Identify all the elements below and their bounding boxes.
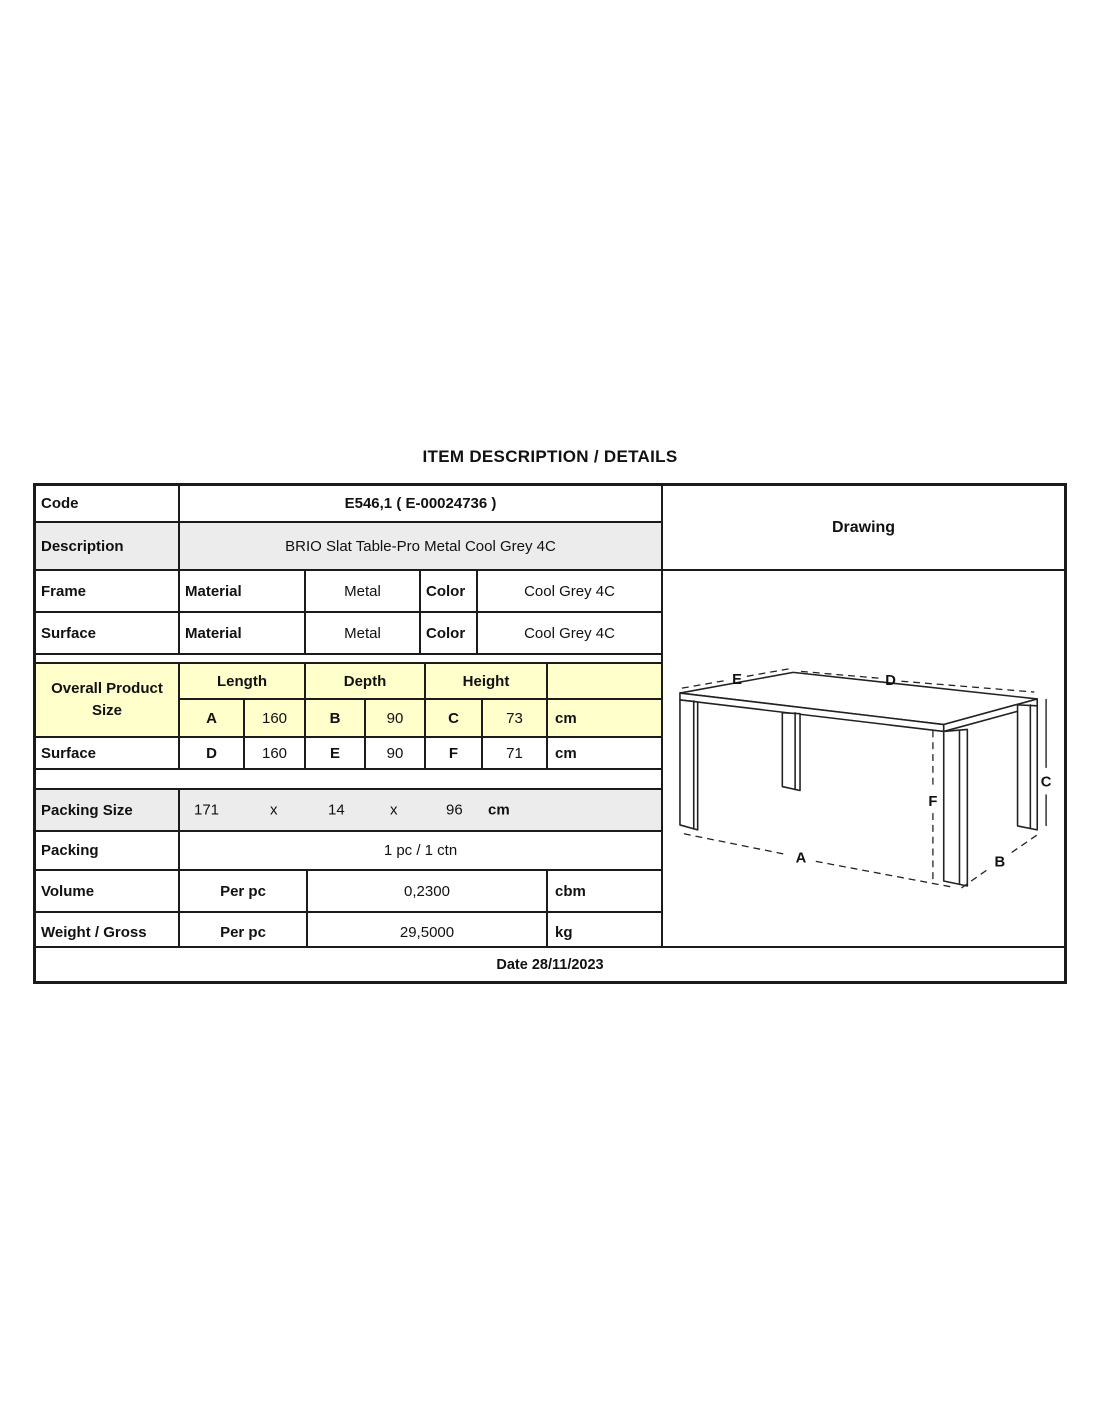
packing-size-row — [36, 790, 661, 832]
frame-row — [36, 571, 661, 613]
frame-material-value: Metal — [306, 571, 421, 611]
frame-color-label: Color — [421, 571, 478, 611]
surface-label: Surface — [36, 613, 180, 653]
drawing-label-a: A — [795, 850, 807, 867]
surface-material-label: Material — [180, 613, 306, 653]
code-label: Code — [36, 486, 180, 521]
overall-size-values — [180, 700, 661, 736]
weight-per-pc: Per pc — [180, 913, 308, 952]
packing-size-height: 96 — [446, 801, 463, 819]
surface-material-value: Metal — [306, 613, 421, 653]
dim-c-value: 73 — [483, 700, 548, 736]
dim-e-value: 90 — [366, 738, 426, 768]
dim-line-a2 — [816, 861, 952, 887]
drawing-label-c: C — [1040, 774, 1052, 791]
height-header: Height — [426, 664, 548, 698]
details-left-section — [36, 486, 661, 952]
overall-unit: cm — [548, 700, 661, 736]
dim-b-value: 90 — [366, 700, 426, 736]
overall-size-headers — [180, 664, 661, 700]
drawing-header: Drawing — [663, 486, 1064, 571]
surface-size-label: Surface — [36, 738, 180, 768]
volume-value: 0,2300 — [308, 871, 548, 911]
back-right-leg — [1018, 705, 1038, 830]
packing-label: Packing — [36, 832, 180, 869]
surface-color-label: Color — [421, 613, 478, 653]
frame-color-value: Cool Grey 4C — [524, 582, 615, 600]
packing-row — [36, 832, 661, 871]
dim-c-label: C — [426, 700, 483, 736]
description-value: BRIO Slat Table-Pro Metal Cool Grey 4C — [180, 523, 661, 569]
frame-material-label: Material — [180, 571, 306, 611]
overall-size-block — [36, 664, 661, 738]
packing-size-x1: x — [270, 801, 278, 819]
volume-per-pc: Per pc — [180, 871, 308, 911]
drawing-label-f: F — [928, 794, 938, 811]
frame-label: Frame — [36, 571, 180, 611]
drawing-label-d: D — [885, 673, 896, 690]
packing-value: 1 pc / 1 ctn — [383, 842, 458, 859]
volume-row — [36, 871, 661, 913]
dim-f-value: 71 — [483, 738, 548, 768]
description-label: Description — [36, 523, 180, 569]
surface-row — [36, 613, 661, 655]
dim-d-label: D — [180, 738, 245, 768]
drawing-label-b: B — [994, 854, 1006, 871]
surface-size-row — [36, 738, 661, 770]
section-gap — [36, 655, 661, 664]
surface-color-value: Cool Grey 4C — [524, 624, 615, 642]
code-value: E546,1 ( E-00024736 ) — [344, 495, 497, 512]
dim-b-label: B — [306, 700, 366, 736]
volume-label: Volume — [36, 871, 180, 911]
header-empty-cell — [548, 664, 661, 698]
overall-size-grid — [180, 664, 661, 736]
volume-unit: cbm — [555, 882, 586, 900]
date-row — [36, 946, 1064, 981]
drawing-panel — [661, 486, 1064, 946]
section-gap — [36, 770, 661, 790]
weight-value: 29,5000 — [308, 913, 548, 952]
packing-size-x2: x — [390, 801, 398, 819]
surface-size-unit: cm — [555, 744, 577, 762]
item-details-table — [33, 483, 1067, 984]
dim-e-label: E — [306, 738, 366, 768]
overall-size-label: Overall Product Size — [36, 664, 180, 736]
back-left-leg — [782, 713, 800, 791]
front-left-leg — [680, 700, 698, 830]
dim-line-b2 — [1012, 833, 1041, 853]
front-right-leg — [944, 729, 968, 885]
packing-size-values — [180, 790, 661, 830]
weight-label: Weight / Gross — [36, 913, 180, 952]
code-row — [36, 486, 661, 523]
drawing-label-e: E — [732, 672, 742, 689]
dim-f-label: F — [426, 738, 483, 768]
page-title: ITEM DESCRIPTION / DETAILS — [422, 447, 678, 466]
dim-a-label: A — [180, 700, 245, 736]
depth-header: Depth — [306, 664, 426, 698]
dim-a-value: 160 — [245, 700, 306, 736]
length-header: Length — [180, 664, 306, 698]
packing-size-label: Packing Size — [36, 790, 180, 830]
packing-size-length: 171 — [194, 801, 220, 819]
packing-size-unit: cm — [488, 801, 510, 819]
table-drawing — [663, 571, 1066, 946]
packing-size-depth: 14 — [328, 801, 345, 819]
description-row — [36, 523, 661, 571]
dim-line-a — [684, 834, 786, 855]
date-value: Date 28/11/2023 — [496, 956, 604, 973]
weight-unit: kg — [555, 924, 573, 941]
dim-d-value: 160 — [245, 738, 306, 768]
